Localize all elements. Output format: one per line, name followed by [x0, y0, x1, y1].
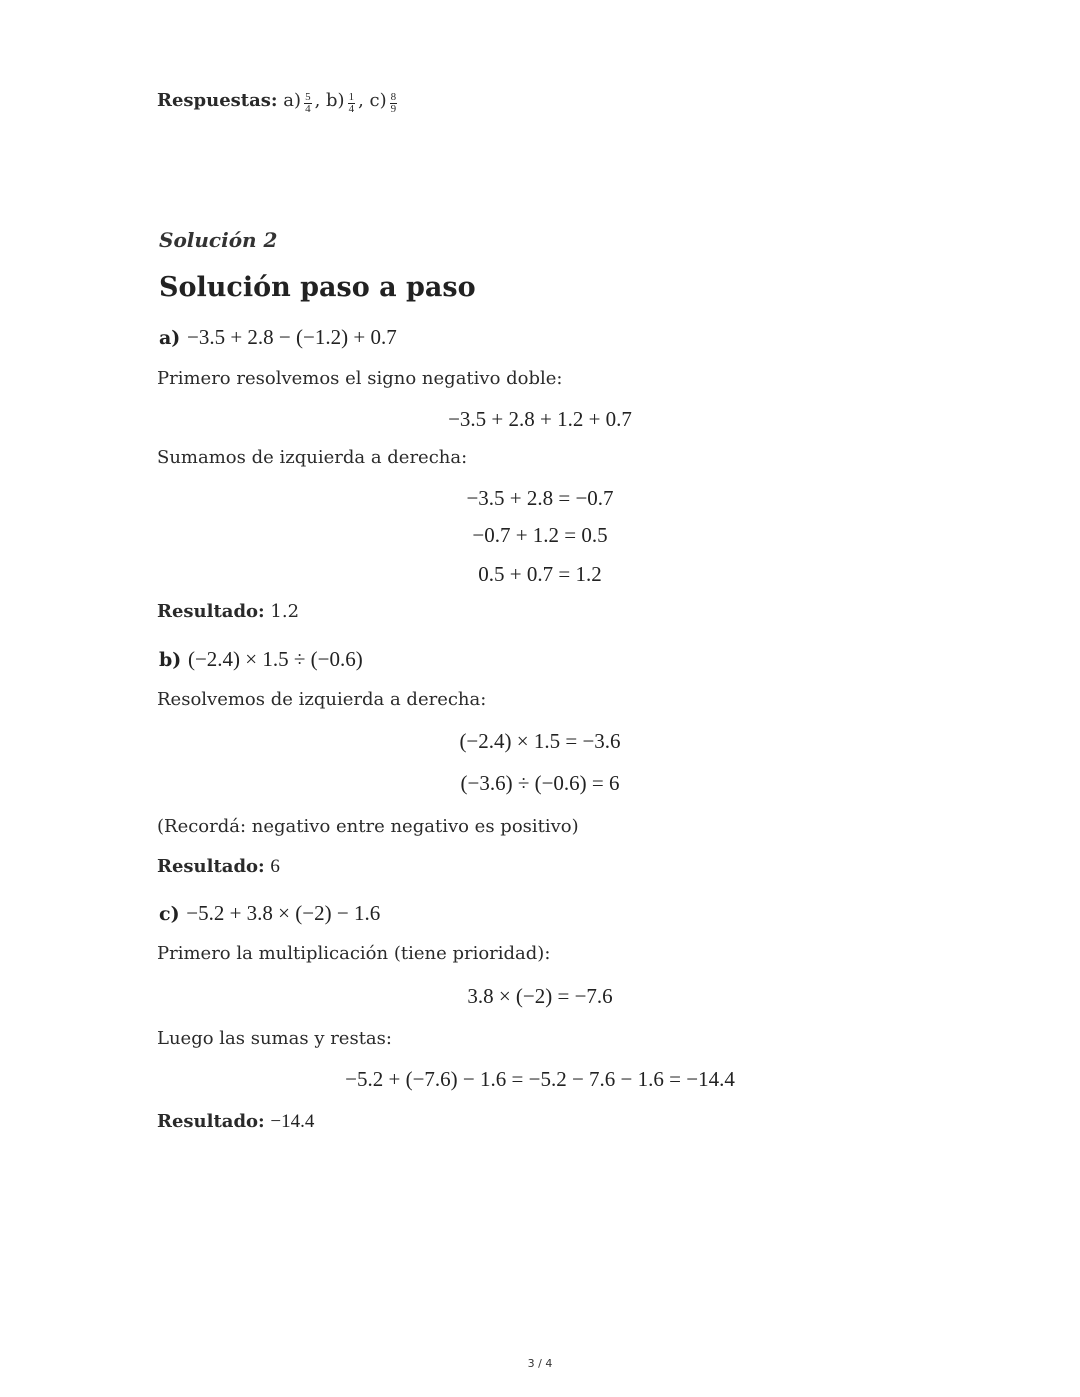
part-a-step2-line-1: −3.5 + 2.8 = −0.7	[466, 486, 614, 510]
part-c-heading	[159, 901, 380, 926]
part-b-result	[157, 856, 280, 878]
part-b-label: b)	[159, 649, 182, 671]
part-c-step1-math: 3.8 × (−2) = −7.6	[467, 984, 613, 1008]
part-b-result-value: 6	[270, 856, 280, 877]
part-b-result-label: Resultado:	[157, 856, 265, 877]
part-a-heading	[159, 325, 397, 350]
part-a-result-value: 1.2	[270, 601, 300, 622]
part-a-step2-line-3: 0.5 + 0.7 = 1.2	[478, 562, 602, 586]
part-a-result	[157, 601, 299, 622]
part-c-step2-text: Luego las sumas y restas:	[157, 1028, 392, 1049]
part-a-label: a)	[159, 327, 181, 349]
part-c-result	[157, 1111, 314, 1133]
answer-b-fraction: $\frac{1}{4}$	[348, 91, 355, 115]
answer-c-prefix: , c)	[358, 90, 387, 111]
part-c-result-label: Resultado:	[157, 1111, 265, 1132]
part-a-step2-text: Sumamos de izquierda a derecha:	[157, 447, 468, 468]
part-a-step1-text: Primero resolvemos el signo negativo doble:	[157, 368, 563, 389]
answers-label: Respuestas:	[157, 90, 278, 111]
part-b-heading	[159, 647, 363, 672]
part-b-step1-line-1: (−2.4) × 1.5 = −3.6	[459, 729, 621, 753]
part-b-step1-line-2: (−3.6) ÷ (−0.6) = 6	[460, 771, 620, 795]
answer-c-fraction: $\frac{8}{9}$	[390, 91, 397, 115]
part-b-step1-text: Resolvemos de izquierda a derecha:	[157, 689, 487, 710]
solution-label: Solución 2	[159, 228, 278, 252]
answer-b-prefix: , b)	[314, 90, 345, 111]
part-a-result-label: Resultado:	[157, 601, 265, 622]
part-b-expression: (−2.4) × 1.5 ÷ (−0.6)	[187, 647, 363, 671]
answers-line	[157, 90, 400, 115]
page-title: Solución paso a paso	[159, 272, 476, 303]
part-c-step2-math: −5.2 + (−7.6) − 1.6 = −5.2 − 7.6 − 1.6 = −14.4	[345, 1067, 735, 1091]
answer-a-prefix: a)	[283, 90, 302, 111]
part-c-expression: −5.2 + 3.8 × (−2) − 1.6	[186, 901, 381, 925]
part-a-step1-math: −3.5 + 2.8 + 1.2 + 0.7	[448, 407, 632, 431]
part-c-label: c)	[159, 903, 180, 925]
part-c-result-value: −14.4	[270, 1111, 315, 1132]
part-b-note: (Recordá: negativo entre negativo es positivo)	[157, 816, 579, 837]
part-a-step2-line-2: −0.7 + 1.2 = 0.5	[472, 523, 608, 547]
part-a-expression: −3.5 + 2.8 − (−1.2) + 0.7	[187, 325, 397, 349]
page-number: 3 / 4	[527, 1357, 553, 1370]
part-c-step1-text: Primero la multiplicación (tiene prioridad):	[157, 943, 551, 964]
answer-a-fraction: $\frac{5}{4}$	[305, 91, 311, 115]
